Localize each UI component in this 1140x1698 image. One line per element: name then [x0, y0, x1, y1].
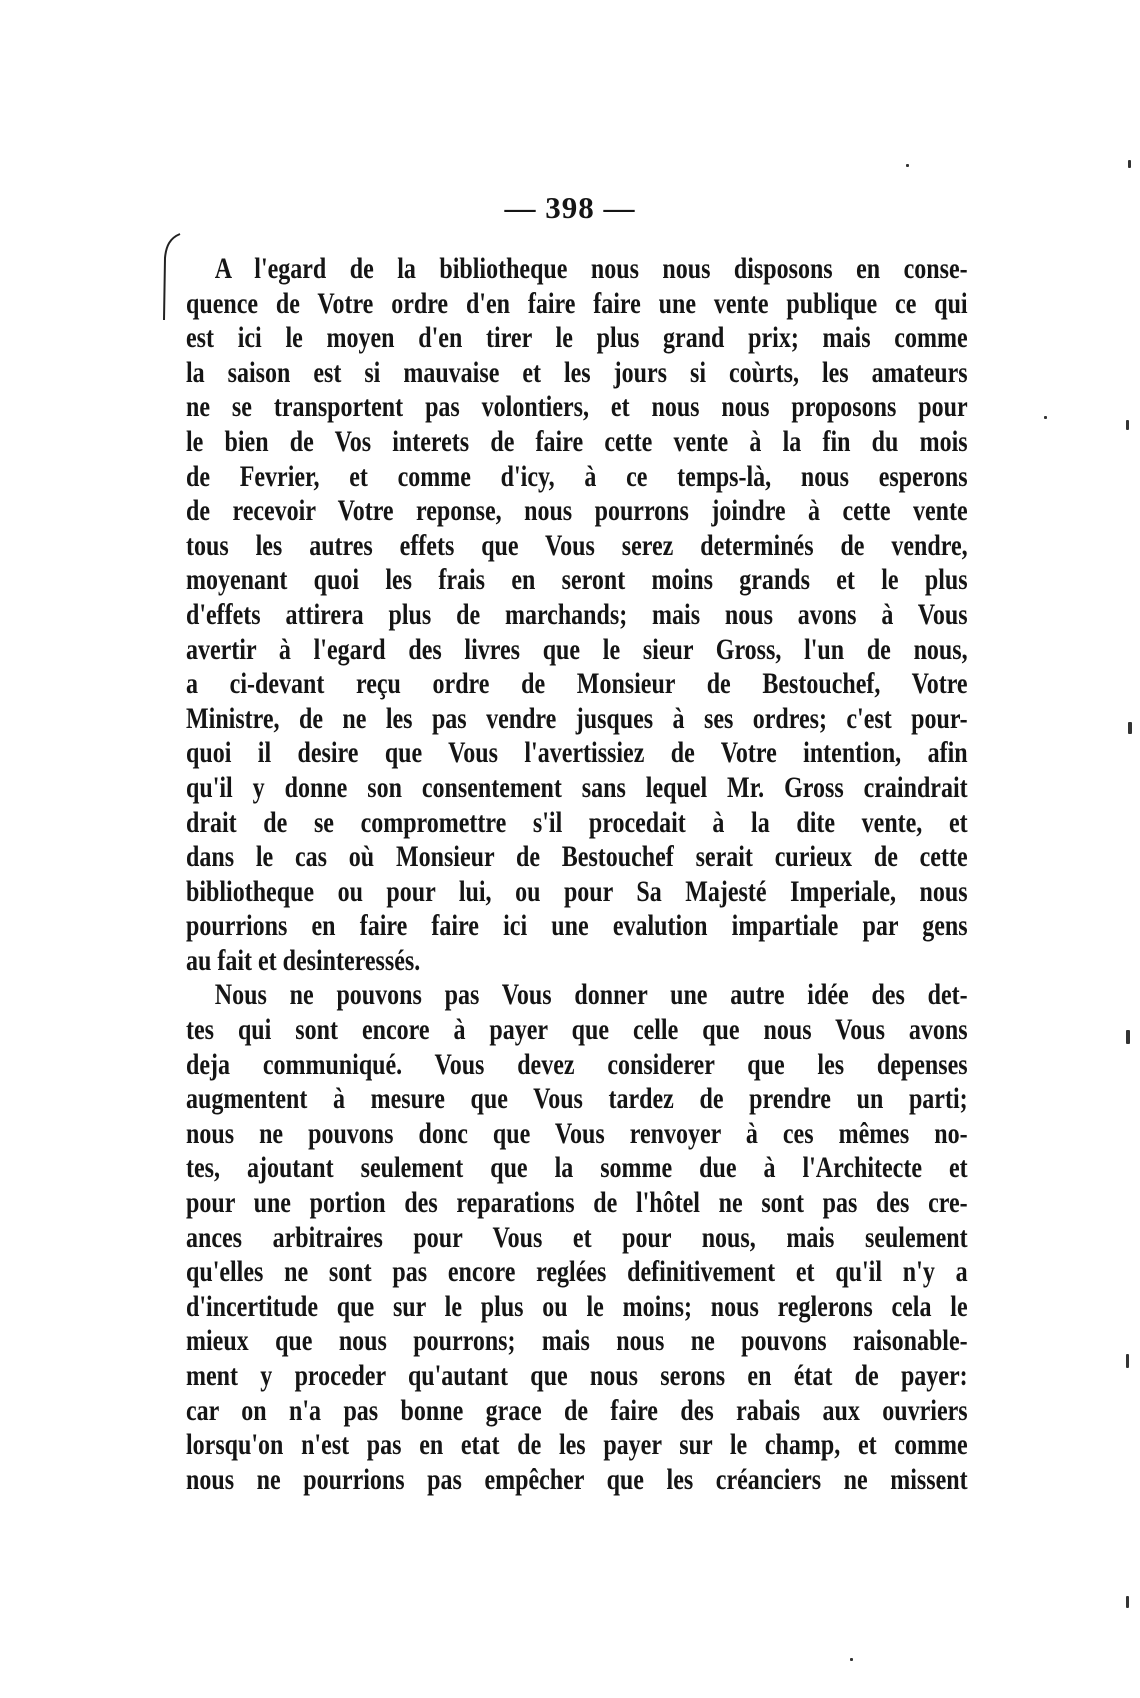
text-line: qu'il y donne son consentement sans lequel Mr. Gross craindrait — [186, 770, 968, 804]
text-line: mieux que nous pourrons; mais nous ne pouvons raisonable- — [186, 1324, 968, 1358]
text-line: quoi il desire que Vous l'avertissiez de Votre intention, afin — [186, 736, 968, 770]
text-line: au fait et desinteressés. — [186, 943, 421, 977]
text-line: A l'egard de la bibliotheque nous nous disposons en conse- — [214, 252, 968, 285]
text-line: tes, ajoutant seulement que la somme due à l'Architecte et — [186, 1151, 968, 1185]
scan-speck — [1128, 160, 1131, 168]
page-number: — 398 — — [504, 190, 636, 225]
text-line: car on n'a pas bonne grace de faire des rabais aux ouvriers — [186, 1393, 968, 1427]
scan-speck — [906, 164, 909, 167]
text-line: lorsqu'on n'est pas en etat de les payer sur le champ, et comme — [186, 1428, 968, 1462]
text-line: dans le cas où Monsieur de Bestouchef serait curieux de cette — [186, 840, 968, 874]
text-line: Ministre, de ne les pas vendre jusques à ses ordres; c'est pour- — [186, 701, 968, 735]
text-line: drait de se compromettre s'il procedait à la dite vente, et — [186, 805, 968, 839]
text-line: Nous ne pouvons pas Vous donner une autre idée des det- — [214, 978, 968, 1012]
text-line: nous ne pouvons donc que Vous renvoyer à ces mêmes no- — [186, 1116, 968, 1150]
text-line: la saison est si mauvaise et les jours si coùrts, les amateurs — [186, 355, 968, 389]
text-line: deja communiqué. Vous devez considerer que les depenses — [186, 1047, 968, 1081]
scan-speck — [1126, 1354, 1129, 1368]
text-line: ne se transportent pas volontiers, et nous nous proposons pour — [186, 390, 968, 424]
text-line: avertir à l'egard des livres que le sieur Gross, l'un de nous, — [186, 632, 968, 666]
text-line: tes qui sont encore à payer que celle que nous Vous avons — [186, 1013, 968, 1047]
scan-speck — [1126, 420, 1129, 430]
text-line: moyenant quoi les frais en seront moins grands et le plus — [186, 563, 968, 597]
scan-speck — [1126, 1596, 1129, 1608]
text-line: d'incertitude que sur le plus ou le moins; nous reglerons cela le — [186, 1289, 968, 1323]
text-line: pourrions en faire faire ici une evalution impartiale par gens — [186, 909, 968, 943]
text-line: ances arbitraires pour Vous et pour nous, mais seulement — [186, 1220, 968, 1254]
paragraph-1 — [186, 252, 968, 978]
text-line: d'effets attirera plus de marchands; mais nous avons à Vous — [186, 597, 968, 631]
text-line: le bien de Vos interets de faire cette vente à la fin du mois — [186, 424, 968, 458]
text-line: ment y proceder qu'autant que nous serons en état de payer: — [186, 1359, 968, 1392]
text-line: pour une portion des reparations de l'hôtel ne sont pas des cre- — [186, 1186, 968, 1220]
text-line: tous les autres effets que Vous serez determinés de vendre, — [186, 528, 968, 562]
margin-bracket-mark — [160, 232, 186, 322]
text-line: de Fevrier, et comme d'icy, à ce temps-là, nous esperons — [186, 459, 968, 493]
text-line: qu'elles ne sont pas encore reglées definitivement et qu'il n'y a — [186, 1255, 968, 1289]
scan-speck — [1126, 1030, 1130, 1044]
text-line: nous ne pourrions pas empêcher que les créanciers ne missent — [186, 1462, 968, 1496]
body-text — [186, 252, 968, 1497]
scan-speck — [1044, 416, 1047, 419]
text-line: a ci-devant reçu ordre de Monsieur de Bestouchef, Votre — [186, 667, 968, 701]
text-line: quence de Votre ordre d'en faire faire une vente publique ce qui — [186, 286, 968, 320]
text-line: augmentent à mesure que Vous tardez de prendre un parti; — [186, 1082, 968, 1116]
scan-speck — [1128, 722, 1132, 734]
text-line: de recevoir Votre reponse, nous pourrons joindre à cette vente — [186, 494, 968, 528]
scan-speck — [850, 1658, 853, 1661]
text-line: bibliotheque ou pour lui, ou pour Sa Majesté Imperiale, nous — [186, 874, 968, 908]
text-line: est ici le moyen d'en tirer le plus grand prix; mais comme — [186, 321, 968, 355]
paragraph-2 — [186, 978, 968, 1497]
